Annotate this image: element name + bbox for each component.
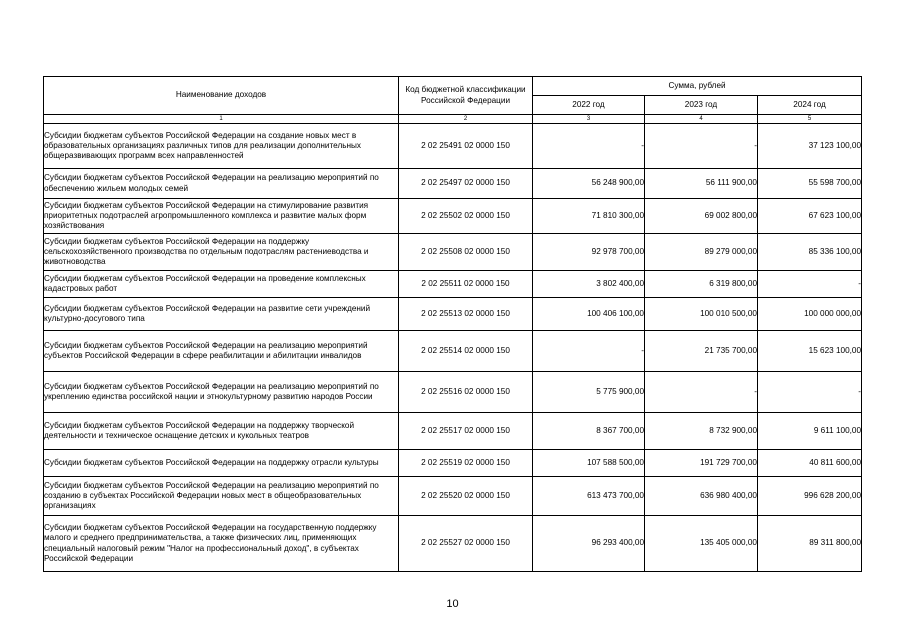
- amount-2023: 21 735 700,00: [645, 331, 758, 372]
- budget-code: 2 02 25491 02 0000 150: [399, 124, 533, 169]
- amount-2024: 85 336 100,00: [758, 234, 862, 271]
- budget-code: 2 02 25516 02 0000 150: [399, 372, 533, 413]
- income-name: Субсидии бюджетам субъектов Российской Федерации на реализацию мероприятий по обеспечению жильем молодых семей: [44, 169, 399, 199]
- amount-2023: -: [645, 124, 758, 169]
- header-year-2022: 2022 год: [533, 96, 645, 115]
- income-name: Субсидии бюджетам субъектов Российской Федерации на создание новых мест в образовательных организациях различных типов для реализации дополнительных общеразвивающих программ всех направленностей: [44, 124, 399, 169]
- amount-2022: 71 810 300,00: [533, 199, 645, 234]
- header-year-2023: 2023 год: [645, 96, 758, 115]
- amount-2023: 89 279 000,00: [645, 234, 758, 271]
- column-number: 1: [44, 115, 399, 124]
- page-number: 10: [446, 598, 459, 610]
- income-name: Субсидии бюджетам субъектов Российской Федерации на реализацию мероприятий по созданию в субъектах Российской Федерации новых мест в общеобразовательных организациях: [44, 477, 399, 516]
- amount-2024: 67 623 100,00: [758, 199, 862, 234]
- amount-2022: 96 293 400,00: [533, 516, 645, 572]
- header-budget-code: Код бюджетной классификации Российской Федерации: [399, 77, 533, 115]
- amount-2023: 191 729 700,00: [645, 450, 758, 477]
- amount-2024: 9 611 100,00: [758, 413, 862, 450]
- budget-code: 2 02 25497 02 0000 150: [399, 169, 533, 199]
- amount-2023: 56 111 900,00: [645, 169, 758, 199]
- amount-2022: 100 406 100,00: [533, 298, 645, 331]
- budget-code: 2 02 25508 02 0000 150: [399, 234, 533, 271]
- table-row: [44, 124, 862, 169]
- table-row: [44, 516, 862, 572]
- amount-2024: 996 628 200,00: [758, 477, 862, 516]
- amount-2024: 37 123 100,00: [758, 124, 862, 169]
- income-name: Субсидии бюджетам субъектов Российской Федерации на реализацию мероприятий субъектов Российской Федерации в сфере реабилитации и абилитации инвалидов: [44, 331, 399, 372]
- amount-2022: 92 978 700,00: [533, 234, 645, 271]
- amount-2024: 100 000 000,00: [758, 298, 862, 331]
- amount-2023: 636 980 400,00: [645, 477, 758, 516]
- column-number: 2: [399, 115, 533, 124]
- income-name: Субсидии бюджетам субъектов Российской Федерации на реализацию мероприятий по укреплению единства российской нации и этнокультурному развитию народов России: [44, 372, 399, 413]
- budget-code: 2 02 25520 02 0000 150: [399, 477, 533, 516]
- table-row: [44, 271, 862, 298]
- table-row: [44, 331, 862, 372]
- table-row: [44, 169, 862, 199]
- table-row: [44, 372, 862, 413]
- income-name: Субсидии бюджетам субъектов Российской Федерации на стимулирование развития приоритетных подотраслей агропромышленного комплекса и развитие малых форм хозяйствования: [44, 199, 399, 234]
- amount-2022: 56 248 900,00: [533, 169, 645, 199]
- amount-2023: 6 319 800,00: [645, 271, 758, 298]
- amount-2024: 55 598 700,00: [758, 169, 862, 199]
- amount-2022: 3 802 400,00: [533, 271, 645, 298]
- income-name: Субсидии бюджетам субъектов Российской Федерации на проведение комплексных кадастровых работ: [44, 271, 399, 298]
- amount-2024: 89 311 800,00: [758, 516, 862, 572]
- income-name: Субсидии бюджетам субъектов Российской Федерации на поддержку творческой деятельности и техническое оснащение детских и кукольных театров: [44, 413, 399, 450]
- table-row: [44, 450, 862, 477]
- table-row: [44, 234, 862, 271]
- amount-2024: -: [758, 372, 862, 413]
- budget-code: 2 02 25519 02 0000 150: [399, 450, 533, 477]
- table-row: [44, 477, 862, 516]
- amount-2023: 100 010 500,00: [645, 298, 758, 331]
- amount-2024: -: [758, 271, 862, 298]
- amount-2023: 135 405 000,00: [645, 516, 758, 572]
- budget-code: 2 02 25511 02 0000 150: [399, 271, 533, 298]
- column-number-row: [44, 115, 862, 124]
- amount-2024: 40 811 600,00: [758, 450, 862, 477]
- amount-2022: -: [533, 124, 645, 169]
- income-name: Субсидии бюджетам субъектов Российской Федерации на государственную поддержку малого и среднего предпринимательства, а также физических лиц, применяющих специальный налоговый режим "Налог на профессиональный доход", в субъектах Российской Федерации: [44, 516, 399, 572]
- budget-code: 2 02 25513 02 0000 150: [399, 298, 533, 331]
- table-row: [44, 413, 862, 450]
- column-number: 3: [533, 115, 645, 124]
- income-name: Субсидии бюджетам субъектов Российской Федерации на развитие сети учреждений культурно-досугового типа: [44, 298, 399, 331]
- table-row: [44, 199, 862, 234]
- amount-2023: -: [645, 372, 758, 413]
- income-name: Субсидии бюджетам субъектов Российской Федерации на поддержку отрасли культуры: [44, 450, 399, 477]
- column-number: 4: [645, 115, 758, 124]
- amount-2022: 107 588 500,00: [533, 450, 645, 477]
- amount-2022: 5 775 900,00: [533, 372, 645, 413]
- amount-2022: 8 367 700,00: [533, 413, 645, 450]
- revenue-table: [43, 76, 862, 572]
- budget-code: 2 02 25517 02 0000 150: [399, 413, 533, 450]
- column-number: 5: [758, 115, 862, 124]
- amount-2023: 8 732 900,00: [645, 413, 758, 450]
- header-amount: Сумма, рублей: [533, 77, 862, 96]
- header-year-2024: 2024 год: [758, 96, 862, 115]
- amount-2023: 69 002 800,00: [645, 199, 758, 234]
- budget-code: 2 02 25514 02 0000 150: [399, 331, 533, 372]
- amount-2024: 15 623 100,00: [758, 331, 862, 372]
- table-row: [44, 298, 862, 331]
- amount-2022: 613 473 700,00: [533, 477, 645, 516]
- amount-2022: -: [533, 331, 645, 372]
- header-income-name: Наименование доходов: [44, 77, 399, 115]
- budget-code: 2 02 25527 02 0000 150: [399, 516, 533, 572]
- income-name: Субсидии бюджетам субъектов Российской Федерации на поддержку сельскохозяйственного производства по отдельным подотраслям растениеводства и животноводства: [44, 234, 399, 271]
- budget-code: 2 02 25502 02 0000 150: [399, 199, 533, 234]
